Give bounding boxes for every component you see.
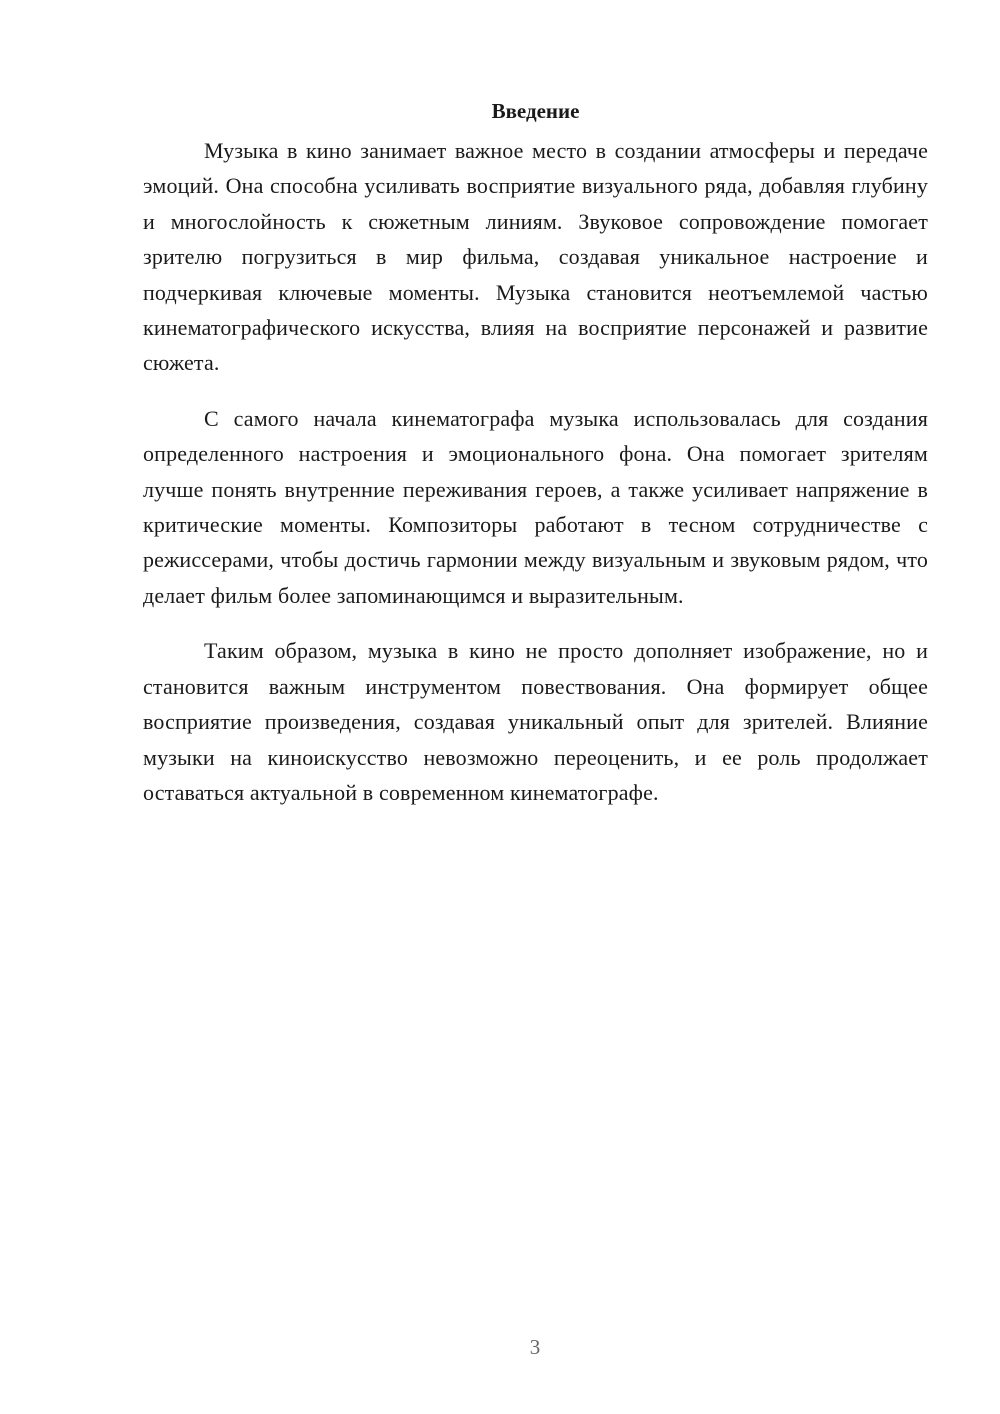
paragraph-3: Таким образом, музыка в кино не просто дополняет изображение, но и становится важным инструментом повествования. Она формирует общее восприятие произведения, создавая уникальный опыт для зрителей. Влияние музыки на киноискусство невозможно переоценить, и ее роль продолжает оставаться актуальной в современном кинематографе. (143, 638, 928, 805)
page-number: 3 (529, 1335, 541, 1359)
page-content (143, 97, 928, 830)
section-heading: Введение (491, 99, 580, 123)
paragraph-1: Музыка в кино занимает важное место в создании атмосферы и передаче эмоций. Она способна усиливать восприятие визуального ряда, добавляя глубину и многослойность к сюжетным линиям. Звуковое сопровождение помогает зрителю погрузиться в мир фильма, создавая уникальное настроение и подчеркивая ключевые моменты. Музыка становится неотъемлемой частью кинематографического искусства, влияя на восприятие персонажей и развитие сюжета. (143, 138, 928, 376)
paragraph-2: С самого начала кинематографа музыка использовалась для создания определенного настроения и эмоционального фона. Она помогает зрителям лучше понять внутренние переживания героев, а также усиливает напряжение в критические моменты. Композиторы работают в тесном сотрудничестве с режиссерами, чтобы достичь гармонии между визуальным и звуковым рядом, что делает фильм более запоминающимся и выразительным. (143, 405, 928, 608)
